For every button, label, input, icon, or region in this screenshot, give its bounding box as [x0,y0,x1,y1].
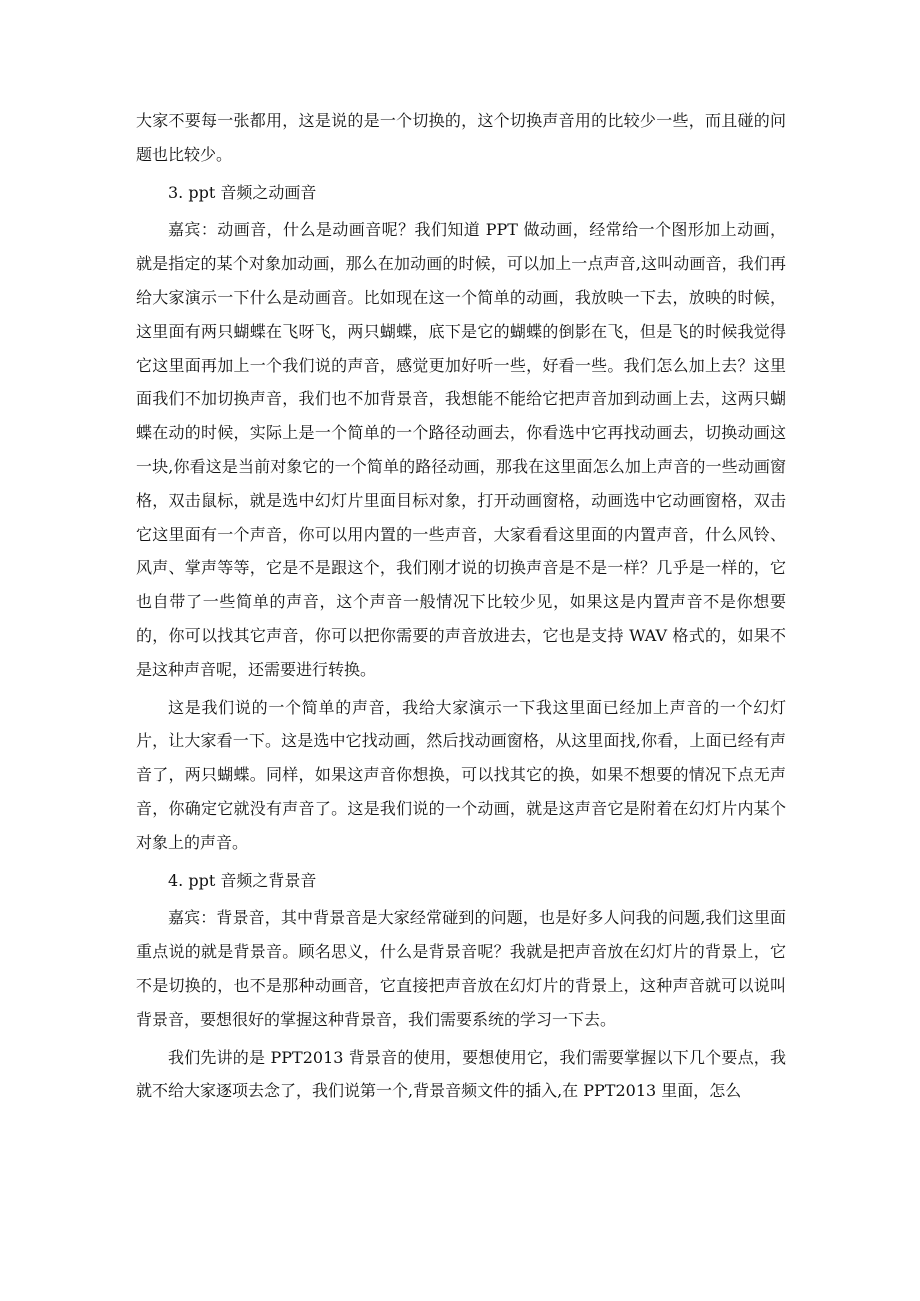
paragraph-animation-sound-demo: 这是我们说的一个简单的声音，我给大家演示一下我这里面已经加上声音的一个幻灯片，让大家看一下。这是选中它找动画，然后找动画窗格，从这里面找,你看，上面已经有声音了，两只蝴蝶。同样，如果这声音你想换，可以找其它的换，如果不想要的情况下点无声音，你确定它就没有声音了。这是我们说的一个动画，就是这声音它是附着在幻灯片内某个对象上的声音。 [136,697,786,852]
section-heading-background-sound: 4. ppt 音频之背景音 [168,870,317,890]
section-heading-animation-sound: 3. ppt 音频之动画音 [168,182,317,202]
document-page [136,104,786,1108]
paragraph-animation-sound-intro: 嘉宾：动画音，什么是动画音呢？我们知道 PPT 做动画，经常给一个图形加上动画，就是指定的某个对象加动画，那么在加动画的时候，可以加上一点声音,这叫动画音，我们再给大家演示一下什么是动画音。比如现在这一个简单的动画，我放映一下去，放映的时候，这里面有两只蝴蝶在飞呀飞，两只蝴蝶，底下是它的蝴蝶的倒影在飞，但是飞的时候我觉得它这里面再加上一个我们说的声音，感觉更加好听一些，好看一些。我们怎么加上去？这里面我们不加切换声音，我们也不加背景音，我想能不能给它把声音加到动画上去，这两只蝴蝶在动的时候，实际上是一个简单的一个路径动画去，你看选中它再找动画去，切换动画这一块,你看这是当前对象它的一个简单的路径动画，那我在这里面怎么加上声音的一些动画窗格，双击鼠标，就是选中幻灯片里面目标对象，打开动画窗格，动画选中它动画窗格，双击它这里面有一个声音，你可以用内置的一些声音，大家看看这里面的内置声音，什么风铃、风声、掌声等等，它是不是跟这个，我们刚才说的切换声音是不是一样？几乎是一样的，它也自带了一些简单的声音，这个声音一般情况下比较少见，如果这是内置声音不是你想要的，你可以找其它声音，你可以把你需要的声音放进去，它也是支持 WAV 格式的，如果不是这种声音呢，还需要进行转换。 [136,220,786,679]
paragraph-background-sound-intro: 嘉宾：背景音，其中背景音是大家经常碰到的问题，也是好多人问我的问题,我们这里面重点说的就是背景音。顾名思义，什么是背景音呢？我就是把声音放在幻灯片的背景上，它不是切换的，也不是那种动画音，它直接把声音放在幻灯片的背景上，这种声音就可以说叫背景音，要想很好的掌握这种背景音，我们需要系统的学习一下去。 [136,908,786,1029]
paragraph-background-sound-usage: 我们先讲的是 PPT2013 背景音的使用，要想使用它，我们需要掌握以下几个要点，我就不给大家逐项去念了，我们说第一个,背景音频文件的插入,在 PPT2013 里面，怎么 [136,1047,786,1101]
paragraph-continued: 大家不要每一张都用，这是说的是一个切换的，这个切换声音用的比较少一些，而且碰的问题也比较少。 [136,111,786,164]
